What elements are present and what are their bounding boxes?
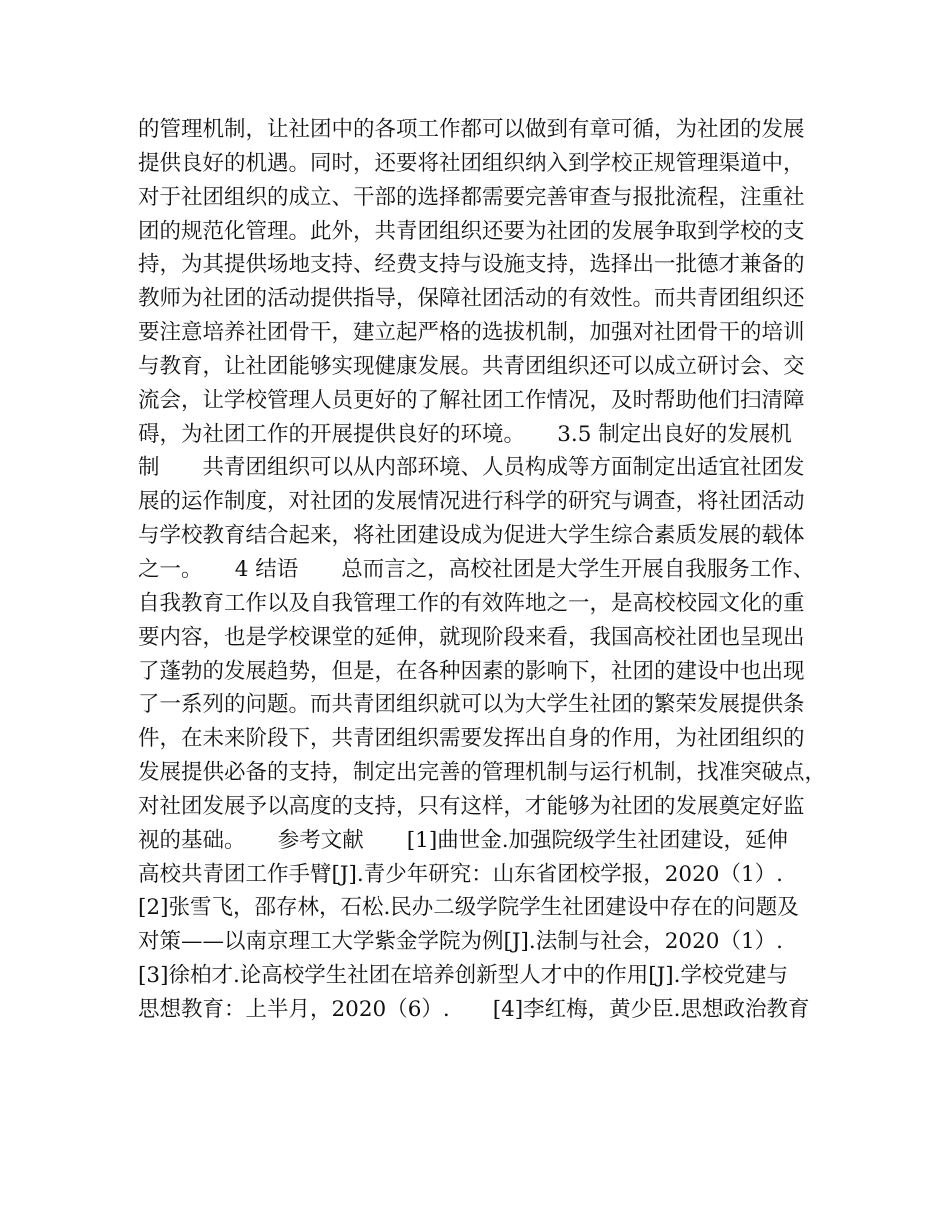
text-line: 对于社团组织的成立、干部的选择都需要完善审查与报批流程，注重社 bbox=[138, 184, 805, 210]
text-line: [3]徐柏才.论高校学生社团在培养创新型人才中的作用[J].学校党建与 bbox=[138, 963, 789, 989]
text-line: 自我教育工作以及自我管理工作的有效阵地之一，是高校校园文化的重 bbox=[138, 590, 805, 616]
text-line: 视的基础。 参考文献 [1]曲世金.加强院级学生社团建设，延伸 bbox=[138, 827, 789, 853]
text-line: 之一。 4 结语 总而言之，高校社团是大学生开展自我服务工作、 bbox=[138, 556, 815, 582]
text-line: 对策——以南京理工大学紫金学院为例[J].法制与社会，2020（1）. bbox=[138, 929, 783, 955]
body-text bbox=[138, 113, 838, 1027]
text-line: 高校共青团工作手臂[J].青少年研究：山东省团校学报，2020（1）. bbox=[138, 861, 783, 887]
text-line: 要注意培养社团骨干，建立起严格的选拔机制，加强对社团骨干的培训 bbox=[138, 320, 805, 346]
text-line: 发展提供必备的支持，制定出完善的管理机制与运行机制，找准突破点， bbox=[138, 760, 827, 786]
text-line: 对社团发展予以高度的支持，只有这样，才能够为社团的发展奠定好监 bbox=[138, 793, 805, 819]
text-line: 了一系列的问题。而共青团组织就可以为大学生社团的繁荣发展提供条 bbox=[138, 692, 805, 718]
text-line: 展的运作制度，对社团的发展情况进行科学的研究与调查，将社团活动 bbox=[138, 489, 805, 515]
text-line: 碍，为社团工作的开展提供良好的环境。 3.5 制定出良好的发展机 bbox=[138, 421, 792, 447]
text-line: 与学校教育结合起来，将社团建设成为促进大学生综合素质发展的载体 bbox=[138, 523, 805, 549]
text-line: 制 共青团组织可以从内部环境、人员构成等方面制定出适宜社团发 bbox=[138, 455, 805, 481]
text-line: 教师为社团的活动提供指导，保障社团活动的有效性。而共青团组织还 bbox=[138, 286, 805, 312]
text-line: 了蓬勃的发展趋势，但是，在各种因素的影响下，社团的建设中也出现 bbox=[138, 658, 805, 684]
text-line: 件，在未来阶段下，共青团组织需要发挥出自身的作用，为社团组织的 bbox=[138, 726, 805, 752]
text-line: 提供良好的机遇。同时，还要将社团组织纳入到学校正规管理渠道中， bbox=[138, 150, 805, 176]
text-line: 团的规范化管理。此外，共青团组织还要为社团的发展争取到学校的支 bbox=[138, 218, 805, 244]
text-line: 与教育，让社团能够实现健康发展。共青团组织还可以成立研讨会、交 bbox=[138, 353, 805, 379]
text-line: 流会，让学校管理人员更好的了解社团工作情况，及时帮助他们扫清障 bbox=[138, 387, 805, 413]
text-line: 的管理机制，让社团中的各项工作都可以做到有章可循，为社团的发展 bbox=[138, 117, 805, 142]
text-line: 思想教育：上半月，2020（6）. [4]李红梅，黄少臣.思想政治教育 bbox=[138, 996, 810, 1022]
text-line: 持，为其提供场地支持、经费支持与设施支持，选择出一批德才兼备的 bbox=[138, 252, 805, 278]
text-line: [2]张雪飞，邵存林，石松.民办二级学院学生社团建设中存在的问题及 bbox=[138, 895, 799, 921]
text-line: 要内容，也是学校课堂的延伸，就现阶段来看，我国高校社团也呈现出 bbox=[138, 624, 805, 650]
